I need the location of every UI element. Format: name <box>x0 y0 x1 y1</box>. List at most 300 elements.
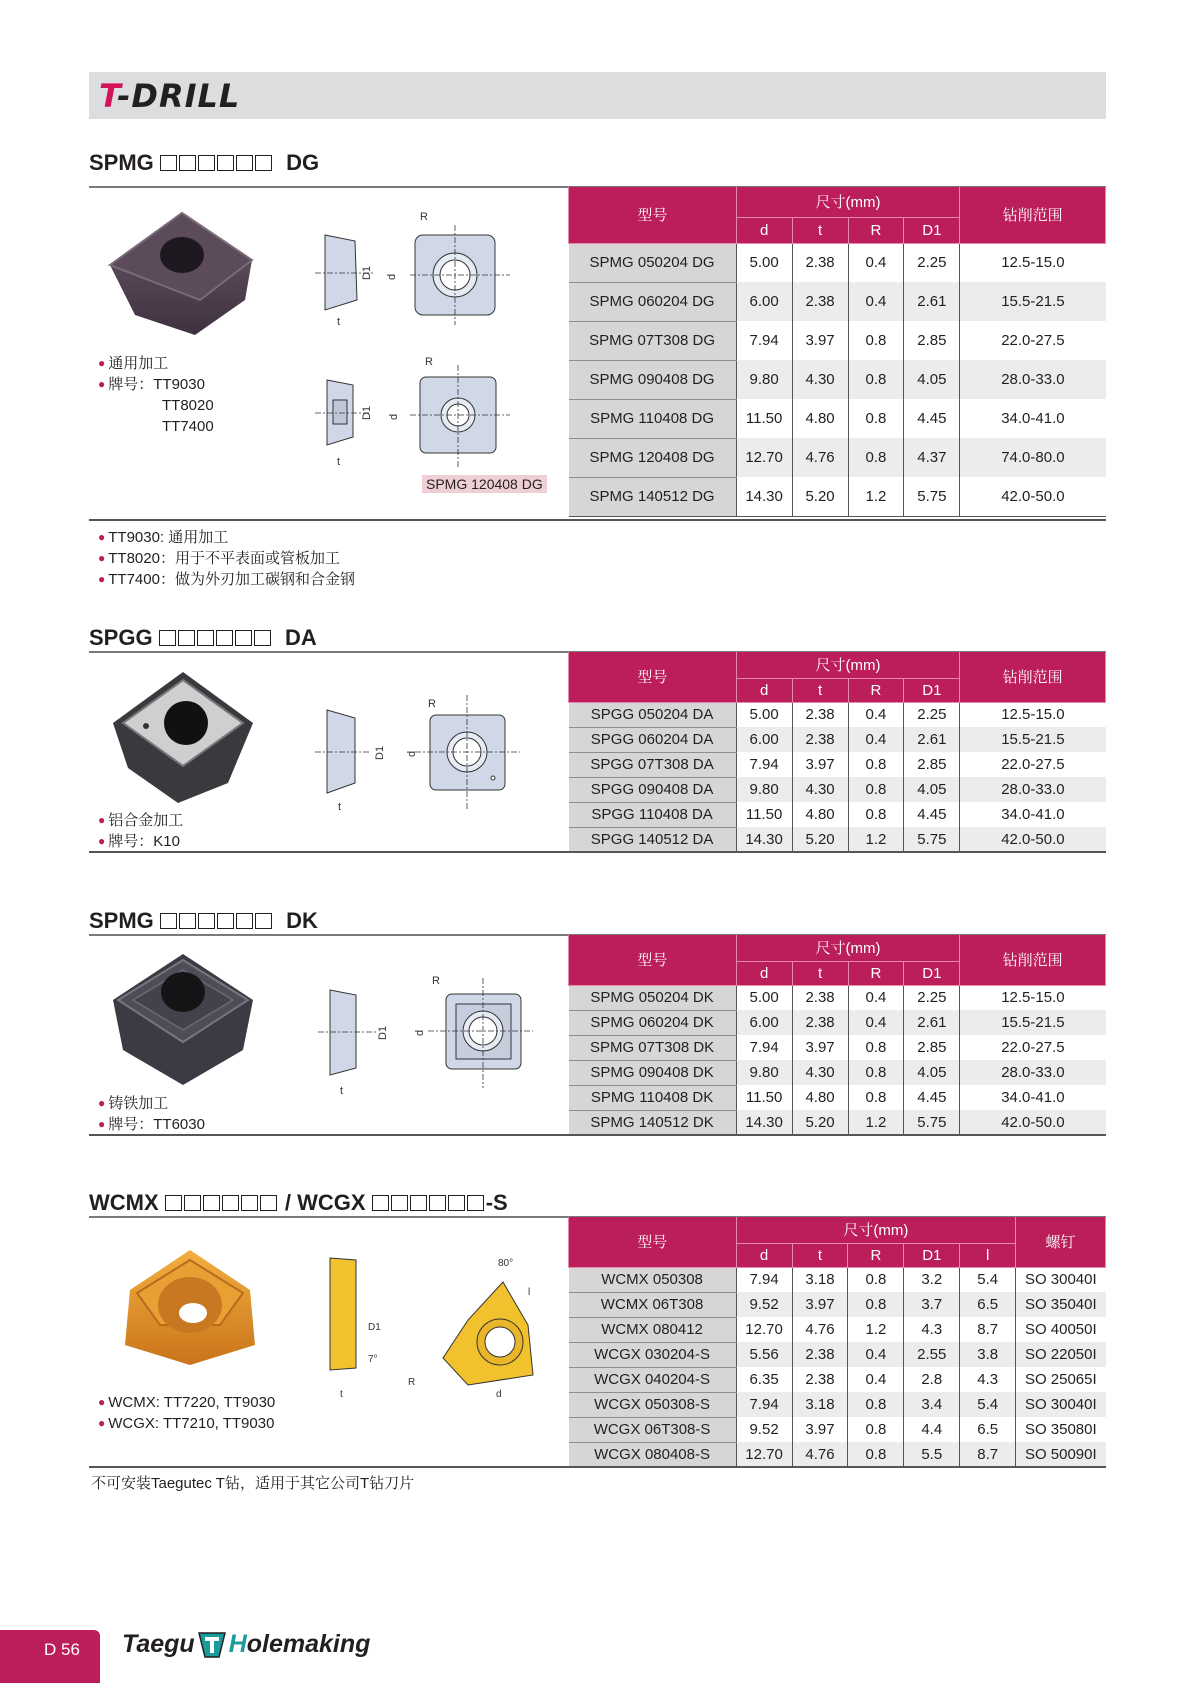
table-cell: WCGX 030204-S <box>569 1342 737 1367</box>
logo-text-c: olemaking <box>246 1630 371 1658</box>
table-cell: SPMG 060204 DK <box>569 1010 737 1035</box>
table-cell: 3.97 <box>792 1292 848 1317</box>
svg-text:t: t <box>338 801 342 813</box>
table-cell: 0.4 <box>848 985 904 1010</box>
section-title-spgg-da <box>89 625 317 651</box>
table-cell: 3.97 <box>792 1035 848 1060</box>
logo-text-b: H <box>228 1630 247 1658</box>
table-cell: 4.76 <box>792 438 848 477</box>
table-cell: SO 30040I <box>1016 1267 1106 1292</box>
brand-t: T <box>99 77 118 115</box>
footnote: 不可安装Taegutec T钻，适用于其它公司T钻刀片 <box>91 1475 415 1492</box>
svg-text:t: t <box>340 1085 344 1097</box>
table-cell: 7.94 <box>736 321 792 360</box>
table-cell: 5.00 <box>736 985 792 1010</box>
column-header: 钻削范围 <box>960 652 1106 702</box>
table-cell: SPGG 110408 DA <box>569 802 737 827</box>
table-cell: 2.38 <box>792 702 848 727</box>
table-cell: 4.37 <box>904 438 960 477</box>
table-cell: 4.30 <box>792 777 848 802</box>
table-cell: 2.85 <box>904 321 960 360</box>
table-cell: 3.7 <box>904 1292 960 1317</box>
table-cell: 0.8 <box>848 1035 904 1060</box>
table-cell: 7.94 <box>736 1392 792 1417</box>
placeholder-box <box>222 1195 239 1211</box>
table-cell: 34.0-41.0 <box>960 802 1106 827</box>
table-cell: 2.25 <box>904 985 960 1010</box>
table-cell: 0.8 <box>848 1392 904 1417</box>
table-cell: 6.5 <box>960 1292 1016 1317</box>
table-cell: 5.56 <box>736 1342 792 1367</box>
table-cell: 28.0-33.0 <box>960 1060 1106 1085</box>
table-cell: 6.00 <box>736 282 792 321</box>
placeholder-box <box>236 913 253 929</box>
table-cell: 2.38 <box>792 1342 848 1367</box>
text: 通用加工 <box>108 355 169 372</box>
table-cell: 2.38 <box>792 727 848 752</box>
table-cell: 22.0-27.5 <box>960 1035 1106 1060</box>
svg-text:D1: D1 <box>368 1322 381 1333</box>
column-header: R <box>848 961 904 985</box>
table-cell: 9.80 <box>736 1060 792 1085</box>
svg-text:d: d <box>388 413 400 420</box>
table-cell: 34.0-41.0 <box>960 399 1106 438</box>
table-row <box>569 1035 1106 1060</box>
table-cell: 28.0-33.0 <box>960 777 1106 802</box>
placeholder-box <box>391 1195 408 1211</box>
image-caption: SPMG 120408 DG <box>422 475 547 493</box>
placeholder-box <box>372 1195 389 1211</box>
table-cell: 2.38 <box>792 282 848 321</box>
col-header-dims: 尺寸(mm) <box>736 187 960 217</box>
table-cell: 1.2 <box>848 827 904 852</box>
placeholder-box <box>160 155 177 171</box>
table-row <box>569 1417 1106 1442</box>
table-cell: 3.18 <box>792 1267 848 1292</box>
table-cell: 0.8 <box>848 1085 904 1110</box>
table-cell: SPMG 140512 DK <box>569 1110 737 1135</box>
placeholder-box <box>217 155 234 171</box>
table-row <box>569 777 1106 802</box>
table-cell: SPMG 110408 DG <box>569 399 737 438</box>
table-cell: 6.5 <box>960 1417 1016 1442</box>
table-cell: SO 22050I <box>1016 1342 1106 1367</box>
text: 铝合金加工 <box>108 812 184 829</box>
placeholder-box <box>448 1195 465 1211</box>
table-row <box>569 702 1106 727</box>
placeholder-box <box>165 1195 182 1211</box>
insert-photo-wcmx <box>115 1245 265 1375</box>
table-cell: SPMG 07T308 DG <box>569 321 737 360</box>
table-cell: 2.38 <box>792 1367 848 1392</box>
table-cell: 0.4 <box>848 702 904 727</box>
table-cell: SPGG 090408 DA <box>569 777 737 802</box>
placeholder-box <box>255 155 272 171</box>
column-header: D1 <box>904 217 960 243</box>
table-cell: 6.00 <box>736 727 792 752</box>
column-header: l <box>960 1243 1016 1267</box>
table-row <box>569 1267 1106 1292</box>
table-cell: 0.4 <box>848 282 904 321</box>
table-cell: 1.2 <box>848 1317 904 1342</box>
grade-notes <box>98 527 355 590</box>
svg-text:t: t <box>337 456 341 468</box>
table-cell: 9.80 <box>736 360 792 399</box>
table-cell: SO 35040I <box>1016 1292 1106 1317</box>
table-cell: 2.85 <box>904 1035 960 1060</box>
table-cell: 2.38 <box>792 1010 848 1035</box>
svg-text:t: t <box>337 316 341 328</box>
table-row <box>569 438 1106 477</box>
svg-text:D1: D1 <box>374 745 386 760</box>
table-cell: 9.80 <box>736 777 792 802</box>
text: 铸铁加工 <box>108 1095 169 1112</box>
table-cell: 0.8 <box>848 752 904 777</box>
spec-table-spgg-da <box>568 652 1106 853</box>
table-row <box>569 1317 1106 1342</box>
column-header: 尺寸(mm) <box>736 935 960 961</box>
placeholder-box <box>429 1195 446 1211</box>
placeholder-box <box>235 630 252 646</box>
placeholder-box <box>184 1195 201 1211</box>
table-cell: 2.38 <box>792 985 848 1010</box>
table-cell: 74.0-80.0 <box>960 438 1106 477</box>
table-row <box>569 935 1106 961</box>
table-cell: 11.50 <box>736 802 792 827</box>
table-cell: 0.4 <box>848 727 904 752</box>
placeholder-box <box>467 1195 484 1211</box>
table-cell: 5.5 <box>904 1442 960 1467</box>
title-suffix: DG <box>286 150 320 175</box>
column-header: R <box>848 217 904 243</box>
grade-item: TT7400 <box>162 418 214 435</box>
table-cell: 5.4 <box>960 1267 1016 1292</box>
table-cell: 14.30 <box>736 1110 792 1135</box>
bullet-icon: ● <box>98 1395 106 1409</box>
column-header: 钻削范围 <box>960 935 1106 985</box>
table-cell: 4.45 <box>904 802 960 827</box>
text: TT7400：做为外刃加工碳钢和合金钢 <box>108 571 355 588</box>
placeholder-box <box>410 1195 427 1211</box>
table-cell: 12.5-15.0 <box>960 985 1106 1010</box>
placeholder-boxes <box>160 150 274 175</box>
table-cell: 2.38 <box>792 243 848 282</box>
table-cell: 8.7 <box>960 1442 1016 1467</box>
column-header: R <box>848 678 904 702</box>
placeholder-box <box>160 913 177 929</box>
placeholder-box <box>198 155 215 171</box>
table-cell: WCMX 050308 <box>569 1267 737 1292</box>
brand-rest: -DRILL <box>117 77 241 115</box>
column-header: D1 <box>904 1243 960 1267</box>
svg-text:l: l <box>528 1287 531 1298</box>
table-cell: WCGX 040204-S <box>569 1367 737 1392</box>
feature-item <box>98 810 183 831</box>
placeholder-box <box>217 913 234 929</box>
title-prefix: SPMG <box>89 150 154 175</box>
feature-item <box>98 1413 275 1434</box>
table-cell: 4.45 <box>904 1085 960 1110</box>
table-cell: 5.00 <box>736 243 792 282</box>
table-cell: WCMX 080412 <box>569 1317 737 1342</box>
table-cell: 28.0-33.0 <box>960 360 1106 399</box>
placeholder-boxes <box>372 1190 486 1215</box>
text: WCGX: TT7210, TT9030 <box>108 1415 275 1432</box>
table-cell: 0.8 <box>848 1267 904 1292</box>
table-cell: 0.8 <box>848 777 904 802</box>
table-cell: SO 50090I <box>1016 1442 1106 1467</box>
table-cell: SO 40050I <box>1016 1317 1106 1342</box>
title-b: WCGX <box>297 1190 366 1215</box>
svg-text:D1: D1 <box>361 405 373 420</box>
placeholder-box <box>216 630 233 646</box>
table-cell: 12.70 <box>736 1317 792 1342</box>
column-header: 型号 <box>569 935 737 985</box>
table-cell: WCMX 06T308 <box>569 1292 737 1317</box>
table-cell: WCGX 050308-S <box>569 1392 737 1417</box>
svg-text:R: R <box>425 356 433 368</box>
table-row <box>569 802 1106 827</box>
table-cell: 4.3 <box>960 1367 1016 1392</box>
table-cell: 4.3 <box>904 1317 960 1342</box>
insert-photo-spgg-da <box>108 668 258 808</box>
table-cell: 4.30 <box>792 360 848 399</box>
table-row <box>569 1392 1106 1417</box>
bullet-icon: ● <box>98 1096 106 1110</box>
bullet-icon: ● <box>98 1117 106 1131</box>
placeholder-box <box>260 1195 277 1211</box>
placeholder-boxes <box>165 1190 279 1215</box>
svg-text:R: R <box>432 975 440 987</box>
table-cell: 2.8 <box>904 1367 960 1392</box>
table-cell: 14.30 <box>736 827 792 852</box>
table-row <box>569 243 1106 282</box>
table-row <box>569 1292 1106 1317</box>
table-row <box>569 752 1106 777</box>
table-cell: 2.61 <box>904 727 960 752</box>
logo-text-a: Taegu <box>122 1630 195 1658</box>
table-cell: 5.75 <box>904 1110 960 1135</box>
label-r: R <box>420 211 428 223</box>
table-cell: 4.4 <box>904 1417 960 1442</box>
note-item <box>98 527 355 548</box>
table-cell: 0.4 <box>848 1342 904 1367</box>
table-cell: 2.55 <box>904 1342 960 1367</box>
table-cell: 3.4 <box>904 1392 960 1417</box>
table-cell: SO 30040I <box>1016 1392 1106 1417</box>
table-cell: 5.20 <box>792 477 848 516</box>
svg-text:D1: D1 <box>377 1025 389 1040</box>
table-cell: 3.97 <box>792 1417 848 1442</box>
table-row <box>569 282 1106 321</box>
table-row <box>569 1442 1106 1467</box>
section-rule <box>89 1466 1106 1468</box>
spec-table-wcmx-wcgx <box>568 1217 1106 1468</box>
table-cell: 7.94 <box>736 752 792 777</box>
table-cell: SO 35080I <box>1016 1417 1106 1442</box>
table-row <box>569 1217 1106 1243</box>
table-cell: SPMG 140512 DG <box>569 477 737 516</box>
table-cell: 2.25 <box>904 243 960 282</box>
feature-list <box>98 1392 275 1434</box>
svg-text:d: d <box>386 273 398 280</box>
table-cell: 15.5-21.5 <box>960 727 1106 752</box>
feature-list <box>98 353 214 437</box>
insert-photo-spmg-dk <box>108 950 258 1090</box>
table-cell: SPMG 120408 DG <box>569 438 737 477</box>
bullet-icon: ● <box>98 377 106 391</box>
title-suffix: DK <box>286 908 318 933</box>
table-cell: 1.2 <box>848 477 904 516</box>
table-row <box>569 321 1106 360</box>
table-cell: 5.20 <box>792 1110 848 1135</box>
table-cell: 4.80 <box>792 399 848 438</box>
column-header: 型号 <box>569 1217 737 1267</box>
placeholder-box <box>179 913 196 929</box>
placeholder-box <box>255 913 272 929</box>
column-header: t <box>792 961 848 985</box>
table-cell: 4.05 <box>904 1060 960 1085</box>
table-cell: 0.8 <box>848 1442 904 1467</box>
spec-table-spmg-dg <box>568 187 1106 517</box>
table-cell: 5.00 <box>736 702 792 727</box>
table-row <box>569 360 1106 399</box>
title-prefix: SPMG <box>89 908 154 933</box>
table-cell: SPMG 07T308 DK <box>569 1035 737 1060</box>
placeholder-box <box>254 630 271 646</box>
table-cell: 3.2 <box>904 1267 960 1292</box>
feature-list <box>98 1093 205 1135</box>
placeholder-box <box>197 630 214 646</box>
col-header-model: 型号 <box>569 187 737 243</box>
bullet-icon: ● <box>98 834 106 848</box>
svg-text:d: d <box>406 750 418 757</box>
feature-item <box>98 1392 275 1413</box>
table-row <box>569 1367 1106 1392</box>
section-rule <box>89 851 1106 853</box>
table-cell: 0.8 <box>848 438 904 477</box>
col-header-range: 钻削范围 <box>960 187 1106 243</box>
column-header: R <box>848 1243 904 1267</box>
bullet-icon: ● <box>98 356 106 370</box>
insert-diagrams-wcmx <box>318 1250 568 1400</box>
text: TT9030: 通用加工 <box>108 529 229 546</box>
table-cell: 14.30 <box>736 477 792 516</box>
bullet-icon: ● <box>98 530 106 544</box>
table-cell: SPGG 140512 DA <box>569 827 737 852</box>
table-cell: 3.97 <box>792 321 848 360</box>
table-cell: 12.70 <box>736 1442 792 1467</box>
title-a: WCMX <box>89 1190 159 1215</box>
placeholder-box <box>198 913 215 929</box>
table-cell: 2.25 <box>904 702 960 727</box>
table-cell: SPMG 050204 DK <box>569 985 737 1010</box>
text: TT8020：用于不平表面或管板加工 <box>108 550 340 567</box>
table-cell: 9.52 <box>736 1292 792 1317</box>
table-cell: 11.50 <box>736 1085 792 1110</box>
text: 牌号：K10 <box>108 833 180 850</box>
section-rule <box>89 519 1106 521</box>
table-row <box>569 1010 1106 1035</box>
table-cell: 2.61 <box>904 1010 960 1035</box>
section-title-wcmx-wcgx <box>89 1190 508 1216</box>
table-cell: SPGG 050204 DA <box>569 702 737 727</box>
table-cell: 42.0-50.0 <box>960 827 1106 852</box>
note-item <box>98 569 355 590</box>
table-cell: 15.5-21.5 <box>960 1010 1106 1035</box>
section-rule <box>89 1134 1106 1136</box>
placeholder-box <box>236 155 253 171</box>
table-cell: 12.5-15.0 <box>960 702 1106 727</box>
placeholder-box <box>178 630 195 646</box>
table-cell: SPMG 110408 DK <box>569 1085 737 1110</box>
bullet-icon: ● <box>98 813 106 827</box>
table-cell: 2.61 <box>904 282 960 321</box>
table-cell: SPMG 090408 DG <box>569 360 737 399</box>
grade-item: TT8020 <box>162 397 214 414</box>
column-header: 螺钉 <box>1016 1217 1106 1267</box>
table-cell: 7.94 <box>736 1035 792 1060</box>
svg-text:R: R <box>428 698 436 710</box>
column-header: 尺寸(mm) <box>736 1217 1016 1243</box>
placeholder-box <box>179 155 196 171</box>
text: WCMX: TT7220, TT9030 <box>108 1394 276 1411</box>
feature-item <box>98 353 214 374</box>
table-row <box>569 727 1106 752</box>
table-cell: WCGX 06T308-S <box>569 1417 737 1442</box>
table-cell: 5.20 <box>792 827 848 852</box>
table-cell: 5.75 <box>904 477 960 516</box>
table-cell: 4.05 <box>904 360 960 399</box>
title-prefix: SPGG <box>89 625 153 650</box>
table-cell: 11.50 <box>736 399 792 438</box>
t-drill-logo <box>99 76 240 116</box>
table-cell: 6.35 <box>736 1367 792 1392</box>
table-cell: 4.30 <box>792 1060 848 1085</box>
column-header: D1 <box>904 961 960 985</box>
table-cell: 7.94 <box>736 1267 792 1292</box>
placeholder-boxes <box>160 908 274 933</box>
table-cell: 6.00 <box>736 1010 792 1035</box>
insert-diagrams-spmg-dk <box>318 970 548 1100</box>
column-header: d <box>736 678 792 702</box>
table-cell: SPMG 060204 DG <box>569 282 737 321</box>
svg-text:d: d <box>496 1389 502 1400</box>
header-bar <box>89 72 1106 119</box>
table-row <box>569 652 1106 678</box>
table-cell: 0.8 <box>848 802 904 827</box>
table-row <box>569 399 1106 438</box>
page-number: D 56 <box>44 1640 80 1659</box>
feature-item <box>98 1093 205 1114</box>
table-cell: 42.0-50.0 <box>960 1110 1106 1135</box>
table-cell: SPMG 090408 DK <box>569 1060 737 1085</box>
insert-photo-spmg-dg <box>100 205 260 345</box>
table-cell: WCGX 080408-S <box>569 1442 737 1467</box>
bullet-icon: ● <box>98 551 106 565</box>
table-row <box>569 1085 1106 1110</box>
table-row <box>569 1060 1106 1085</box>
table-cell: 3.18 <box>792 1392 848 1417</box>
column-header: 型号 <box>569 652 737 702</box>
taegu-holemaking-logo <box>122 1630 370 1659</box>
table-cell: 4.76 <box>792 1442 848 1467</box>
text: 牌号：TT6030 <box>108 1116 205 1133</box>
title-suffix: -S <box>485 1190 508 1215</box>
table-cell: 4.76 <box>792 1317 848 1342</box>
svg-text:80°: 80° <box>498 1258 514 1269</box>
table-cell: 4.05 <box>904 777 960 802</box>
